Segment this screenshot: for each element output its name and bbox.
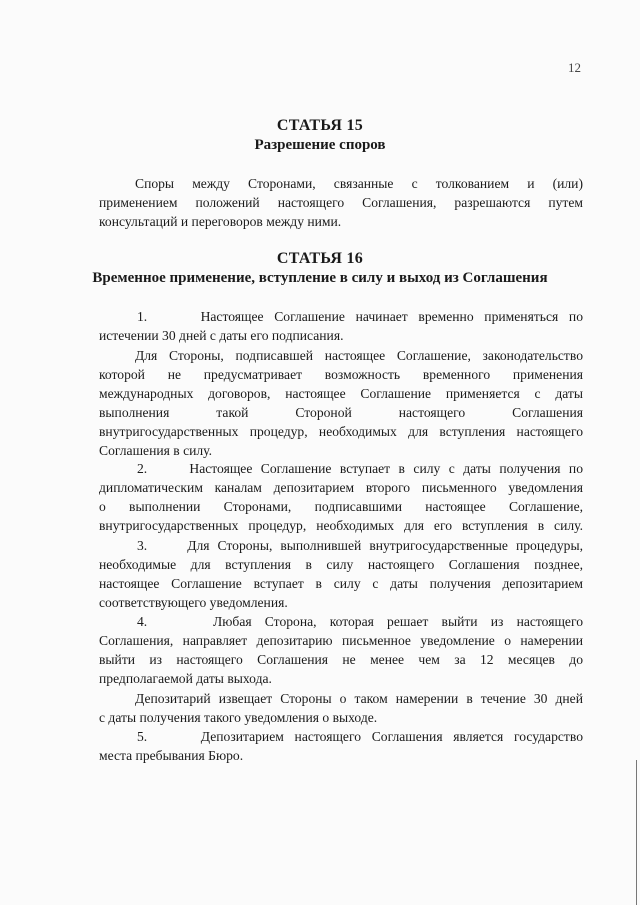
para-line-3: международных договоров, настоящее Соглашение применяется с даты xyxy=(99,386,583,401)
clause-4-line-3: выйти из настоящего Соглашения не менее чем за 12 месяцев до xyxy=(99,652,583,667)
article-15-line-2: применением положений настоящего Соглашения, разрешаются путем xyxy=(99,195,583,210)
para-line-1: Для Стороны, подписавшей настоящее Соглашение, законодательство xyxy=(135,348,583,363)
article-15-line-3: консультаций и переговоров между ними. xyxy=(99,214,342,229)
clause-4-line-4: предполагаемой даты выхода. xyxy=(99,671,272,686)
clause-2-line-3: о выполнении Сторонами, подписавшими настоящее Соглашение, xyxy=(99,499,583,514)
depositary-notice-line-2: с даты получения такого уведомления о выходе. xyxy=(99,710,378,725)
clause-3-line-1: 3. Для Стороны, выполнившей внутригосударственные процедуры, xyxy=(137,538,583,553)
clause-2-line-4: внутригосударственных процедур, необходимых для его вступления в силу. xyxy=(99,518,583,533)
clause-3-line-2: необходимые для вступления в силу настоящего Соглашения позднее, xyxy=(99,557,583,572)
article-15-subtitle: Разрешение споров xyxy=(254,137,386,153)
clause-4-line-2: Соглашения, направляет депозитарию письменное уведомление о намерении xyxy=(99,633,583,648)
clause-3-line-3: настоящее Соглашение вступает в силу с даты получения депозитарием xyxy=(99,576,583,591)
clause-5-line-2: места пребывания Бюро. xyxy=(99,748,244,763)
page-number: 12 xyxy=(568,60,581,75)
para-line-6: Соглашения в силу. xyxy=(99,443,213,458)
article-16-subtitle: Временное применение, вступление в силу и выход из Соглашения xyxy=(92,270,548,286)
para-line-4: выполнения такой Стороной настоящего Соглашения xyxy=(99,405,583,420)
clause-2-line-1: 2. Настоящее Соглашение вступает в силу с даты получения по xyxy=(137,461,583,476)
article-15-title: СТАТЬЯ 15 xyxy=(276,117,364,134)
article-16-title: СТАТЬЯ 16 xyxy=(276,250,364,267)
para-line-2: которой не предусматривает возможность временного применения xyxy=(99,367,583,382)
clause-2-line-2: дипломатическим каналам депозитарием второго письменного уведомления xyxy=(99,480,583,495)
article-15-line-1: Споры между Сторонами, связанные с толкованием и (или) xyxy=(135,176,583,191)
clause-5-line-1: 5. Депозитарием настоящего Соглашения является государство xyxy=(137,729,583,744)
scan-edge-line xyxy=(636,760,637,905)
depositary-notice-line-1: Депозитарий извещает Стороны о таком намерении в течение 30 дней xyxy=(135,691,583,706)
clause-4-line-1: 4. Любая Сторона, которая решает выйти из настоящего xyxy=(137,614,583,629)
clause-1-line-2: истечении 30 дней с даты его подписания. xyxy=(99,328,344,343)
clause-3-line-4: соответствующего уведомления. xyxy=(99,595,288,610)
para-line-5: внутригосударственных процедур, необходимых для вступления настоящего xyxy=(99,424,583,439)
clause-1-line-1: 1. Настоящее Соглашение начинает временно применяться по xyxy=(137,309,583,324)
